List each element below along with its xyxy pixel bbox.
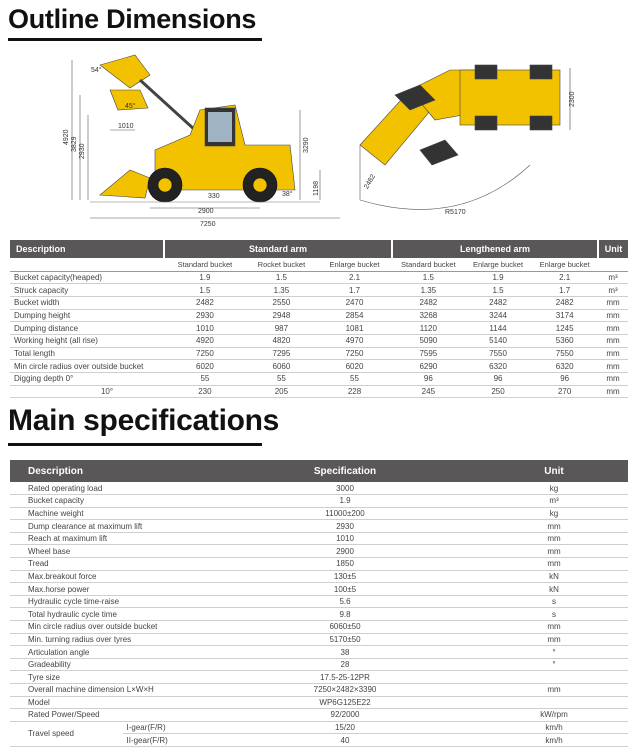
cell-value: 7550 — [465, 347, 532, 360]
cell-value: 2.1 — [317, 271, 392, 284]
cell-unit: mm — [480, 558, 628, 571]
table-row — [10, 296, 628, 309]
cell-value: 2470 — [317, 296, 392, 309]
cell-unit: kN — [480, 583, 628, 596]
row-label: Tread — [10, 558, 210, 571]
row-label: Total length — [10, 347, 164, 360]
cell-value: 2900 — [210, 545, 480, 558]
cell-value: 5170±50 — [210, 633, 480, 646]
cell-value: 2482 — [531, 296, 598, 309]
subheader: Enlarge bucket — [531, 258, 598, 271]
dim-4920: 4920 — [63, 129, 70, 145]
dim-38: 38° — [282, 191, 293, 198]
cell-value: 96 — [392, 373, 465, 386]
cell-value: 6060 — [246, 360, 317, 373]
gear-label: I-gear(F/R) — [123, 721, 211, 734]
cell-value: 6320 — [531, 360, 598, 373]
table-row — [10, 608, 628, 621]
cell-value: 17.5-25-12PR — [210, 671, 480, 684]
row-label: Max.breakout force — [10, 570, 210, 583]
cell-value: 15/20 — [210, 721, 480, 734]
table-row — [10, 507, 628, 520]
cell-value: 6060±50 — [210, 621, 480, 634]
side-view — [72, 55, 340, 218]
cell-value: 3000 — [210, 482, 480, 495]
cell-value: 230 — [164, 385, 246, 398]
dim-2930: 2930 — [79, 143, 86, 159]
cell-value: 1.35 — [246, 284, 317, 297]
cell-unit: mm — [598, 373, 628, 386]
cell-unit: ° — [480, 658, 628, 671]
cell-value: 2930 — [210, 520, 480, 533]
cell-unit: kW/rpm — [480, 709, 628, 722]
outline-table — [10, 240, 628, 398]
subheader: Enlarge bucket — [317, 258, 392, 271]
dim-2482: 2482 — [363, 173, 378, 191]
cell-unit: km/h — [480, 721, 628, 734]
cell-unit — [480, 671, 628, 684]
table-row — [10, 696, 628, 709]
row-label: 10° — [10, 385, 164, 398]
cell-value: 6290 — [392, 360, 465, 373]
title-underline — [8, 38, 262, 41]
cell-value: 1850 — [210, 558, 480, 571]
row-label: Articulation angle — [10, 646, 210, 659]
cell-unit: mm — [598, 360, 628, 373]
cell-value: 4920 — [164, 334, 246, 347]
table-row — [10, 532, 628, 545]
dim-2300: 2300 — [569, 91, 576, 107]
top-view — [360, 65, 570, 209]
cell-value: 5140 — [465, 334, 532, 347]
cell-value: 2.1 — [531, 271, 598, 284]
gear-label: II-gear(F/R) — [123, 734, 211, 747]
row-label: Rated operating load — [10, 482, 210, 495]
cell-unit: kg — [480, 482, 628, 495]
cell-value: 9.8 — [210, 608, 480, 621]
header-description: Description — [10, 460, 210, 482]
table-row — [10, 334, 628, 347]
cell-value: 1245 — [531, 322, 598, 335]
subheader: Standard bucket — [392, 258, 465, 271]
main-title: Main specifications — [8, 404, 280, 437]
row-label: Gradeability — [10, 658, 210, 671]
row-label: Dumping distance — [10, 322, 164, 335]
cell-value: 7295 — [246, 347, 317, 360]
row-label: Min circle radius over outside bucket — [10, 360, 164, 373]
cell-value: 2930 — [164, 309, 246, 322]
header-unit: Unit — [598, 240, 628, 258]
row-label: Wheel base — [10, 545, 210, 558]
cell-value: 1.5 — [392, 271, 465, 284]
table-row — [10, 583, 628, 596]
cell-unit: mm — [598, 334, 628, 347]
cell-unit: mm — [480, 684, 628, 697]
cell-value: 2482 — [164, 296, 246, 309]
dim-r5170: R5170 — [445, 209, 466, 216]
cell-unit: mm — [598, 309, 628, 322]
table-row — [10, 570, 628, 583]
row-label: Min circle radius over outside bucket — [10, 621, 210, 634]
cell-value: 1010 — [164, 322, 246, 335]
table-row — [10, 721, 628, 734]
row-label: Dump clearance at maximum lift — [10, 520, 210, 533]
cell-value: 55 — [317, 373, 392, 386]
row-label: Machine weight — [10, 507, 210, 520]
cell-value: 96 — [465, 373, 532, 386]
cell-value: 130±5 — [210, 570, 480, 583]
dim-330: 330 — [208, 193, 220, 200]
cell-value: 55 — [164, 373, 246, 386]
cell-value: 100±5 — [210, 583, 480, 596]
cell-unit: mm — [480, 621, 628, 634]
cell-value: 7250 — [164, 347, 246, 360]
cell-value: 1.9 — [210, 495, 480, 508]
table-row — [10, 322, 628, 335]
table-row — [10, 621, 628, 634]
table-row — [10, 658, 628, 671]
cell-value: 96 — [531, 373, 598, 386]
cell-value: WP6G125E22 — [210, 696, 480, 709]
table-row — [10, 482, 628, 495]
dim-7250: 7250 — [200, 221, 216, 228]
subheader: Rocket bucket — [246, 258, 317, 271]
cell-value: 2482 — [465, 296, 532, 309]
cell-value: 1.5 — [246, 271, 317, 284]
header-specification: Specification — [210, 460, 480, 482]
cell-unit: mm — [480, 633, 628, 646]
cell-value: 5360 — [531, 334, 598, 347]
cell-value: 1.5 — [164, 284, 246, 297]
cell-value: 7550 — [531, 347, 598, 360]
cell-unit: m³ — [598, 284, 628, 297]
dim-1010: 1010 — [118, 123, 134, 130]
table-row — [10, 684, 628, 697]
cell-unit: kg — [480, 507, 628, 520]
cell-unit: ° — [480, 646, 628, 659]
cell-unit: mm — [480, 532, 628, 545]
cell-unit: s — [480, 595, 628, 608]
cell-value: 6320 — [465, 360, 532, 373]
cell-value: 5090 — [392, 334, 465, 347]
cell-value: 1.35 — [392, 284, 465, 297]
cell-value: 205 — [246, 385, 317, 398]
cell-value: 1010 — [210, 532, 480, 545]
cell-value: 4970 — [317, 334, 392, 347]
subheader: Enlarge bucket — [465, 258, 532, 271]
cell-value: 7250×2482×3390 — [210, 684, 480, 697]
cell-unit — [480, 696, 628, 709]
row-label: Hydraulic cycle time-raise — [10, 595, 210, 608]
table-row — [10, 271, 628, 284]
cell-unit: kN — [480, 570, 628, 583]
row-label: Bucket width — [10, 296, 164, 309]
cell-unit: s — [480, 608, 628, 621]
loader-drawings — [60, 50, 605, 230]
table-row — [10, 360, 628, 373]
cell-value: 3268 — [392, 309, 465, 322]
cell-value: 245 — [392, 385, 465, 398]
cell-value: 1.9 — [164, 271, 246, 284]
spec-table — [10, 460, 628, 747]
cell-unit: mm — [598, 385, 628, 398]
table-row — [10, 309, 628, 322]
cell-value: 2482 — [392, 296, 465, 309]
cell-value: 1.7 — [317, 284, 392, 297]
cell-value: 3244 — [465, 309, 532, 322]
table-row — [10, 671, 628, 684]
cell-value: 1120 — [392, 322, 465, 335]
cell-unit: m³ — [598, 271, 628, 284]
row-label: Total hydraulic cycle time — [10, 608, 210, 621]
table-row — [10, 545, 628, 558]
row-label: Working height (all rise) — [10, 334, 164, 347]
table-row — [10, 385, 628, 398]
row-label: Struck capacity — [10, 284, 164, 297]
cell-value: 1.5 — [465, 284, 532, 297]
header-unit: Unit — [480, 460, 628, 482]
header-description: Description — [10, 240, 164, 258]
cell-value: 270 — [531, 385, 598, 398]
row-label: Tyre size — [10, 671, 210, 684]
cell-value: 3174 — [531, 309, 598, 322]
table-row — [10, 558, 628, 571]
cell-unit: mm — [598, 296, 628, 309]
row-label: Digging depth 0° — [10, 373, 164, 386]
row-label: Bucket capacity(heaped) — [10, 271, 164, 284]
cell-value: 1081 — [317, 322, 392, 335]
cell-unit: mm — [598, 347, 628, 360]
dim-1198: 1198 — [313, 180, 320, 196]
table-row — [10, 633, 628, 646]
cell-unit: km/h — [480, 734, 628, 747]
cell-value: 2550 — [246, 296, 317, 309]
row-label: Overall machine dimension L×W×H — [10, 684, 210, 697]
row-label: Reach at maximum lift — [10, 532, 210, 545]
title-underline — [8, 443, 262, 446]
cell-value: 987 — [246, 322, 317, 335]
cell-value: 40 — [210, 734, 480, 747]
table-row — [10, 520, 628, 533]
cell-unit: mm — [480, 545, 628, 558]
dim-3290: 3290 — [303, 137, 310, 153]
cell-value: 5.6 — [210, 595, 480, 608]
table-row — [10, 595, 628, 608]
cell-value: 7250 — [317, 347, 392, 360]
dim-3829: 3829 — [71, 136, 78, 152]
cell-value: 1.9 — [465, 271, 532, 284]
cell-unit: m³ — [480, 495, 628, 508]
cell-value: 38 — [210, 646, 480, 659]
row-label: Max.horse power — [10, 583, 210, 596]
table-row — [10, 373, 628, 386]
subheader: Standard bucket — [164, 258, 246, 271]
table-row — [10, 709, 628, 722]
row-label: Bucket capacity — [10, 495, 210, 508]
cell-value: 55 — [246, 373, 317, 386]
cell-value: 7595 — [392, 347, 465, 360]
cell-value: 250 — [465, 385, 532, 398]
row-label: Dumping height — [10, 309, 164, 322]
cell-value: 11000±200 — [210, 507, 480, 520]
cell-unit: mm — [598, 322, 628, 335]
cell-value: 4820 — [246, 334, 317, 347]
cell-value: 6020 — [317, 360, 392, 373]
cell-value: 92/2000 — [210, 709, 480, 722]
header-lengthened-arm: Lengthened arm — [392, 240, 598, 258]
cell-value: 1144 — [465, 322, 532, 335]
cell-value: 228 — [317, 385, 392, 398]
row-label: Min. turning radius over tyres — [10, 633, 210, 646]
cell-value: 1.7 — [531, 284, 598, 297]
dim-2900: 2900 — [198, 208, 214, 215]
row-label: Rated Power/Speed — [10, 709, 210, 722]
cell-value: 2854 — [317, 309, 392, 322]
subheader-row — [10, 258, 628, 271]
table-row — [10, 284, 628, 297]
cell-value: 2948 — [246, 309, 317, 322]
table-row — [10, 646, 628, 659]
dim-54: 54° — [91, 67, 102, 74]
outline-title: Outline Dimensions — [8, 4, 257, 34]
cell-unit: mm — [480, 520, 628, 533]
cell-value: 6020 — [164, 360, 246, 373]
cell-value: 28 — [210, 658, 480, 671]
travel-speed-label: Travel speed — [10, 721, 123, 746]
header-standard-arm: Standard arm — [164, 240, 392, 258]
table-row — [10, 347, 628, 360]
dim-45: 45° — [125, 103, 136, 110]
row-label: Model — [10, 696, 210, 709]
table-row — [10, 495, 628, 508]
